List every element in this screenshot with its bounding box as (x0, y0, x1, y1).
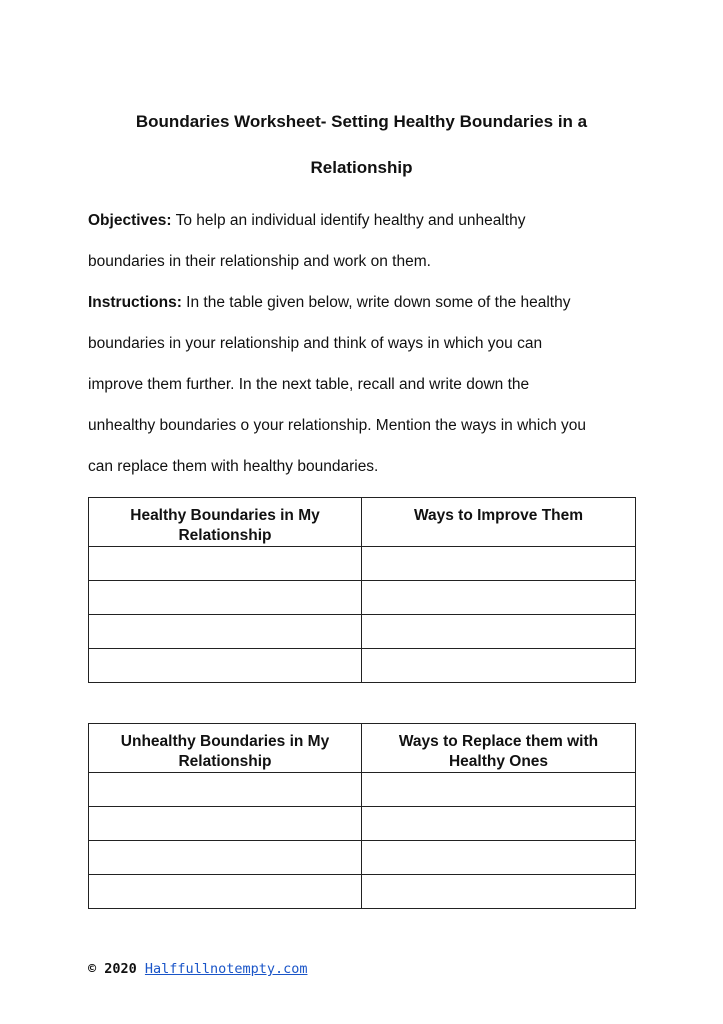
table-row (89, 581, 636, 615)
objectives-line-1 (88, 211, 648, 231)
instructions-line-3: improve them further. In the next table, recall and write down the (88, 376, 530, 393)
table-cell[interactable] (89, 615, 362, 649)
healthy-boundaries-table (88, 497, 636, 683)
table-row (89, 547, 636, 581)
table-cell[interactable] (362, 773, 636, 807)
instructions-line-2: boundaries in your relationship and think of ways in which you can (88, 335, 543, 352)
table-cell[interactable] (362, 841, 636, 875)
table-cell[interactable] (89, 875, 362, 909)
unhealthy-boundaries-header-text: Unhealthy Boundaries in My Relationship (120, 733, 330, 770)
instructions-label: Instructions: (88, 294, 182, 311)
table-cell[interactable] (362, 581, 636, 615)
unhealthy-boundaries-header (89, 724, 362, 773)
table-row (89, 649, 636, 683)
footer (88, 960, 307, 978)
ways-to-replace-header-text: Ways to Replace them with Healthy Ones (398, 733, 599, 770)
instructions-text-1: In the table given below, write down some of the healthy (181, 294, 571, 311)
table-row (89, 807, 636, 841)
table-header-row (89, 498, 636, 547)
table-row (89, 875, 636, 909)
instructions-line-5: can replace them with healthy boundaries. (88, 458, 379, 475)
table-cell[interactable] (362, 875, 636, 909)
table-row (89, 773, 636, 807)
objectives-label: Objectives: (88, 212, 172, 229)
copyright-text: © 2020 (88, 961, 137, 977)
healthy-boundaries-header (89, 498, 362, 547)
table-cell[interactable] (89, 581, 362, 615)
instructions-line-1 (88, 293, 648, 313)
website-link[interactable]: Halffullnotempty.com (144, 961, 308, 977)
unhealthy-boundaries-table (88, 723, 636, 909)
table-row (89, 841, 636, 875)
table-cell[interactable] (89, 807, 362, 841)
objectives-line-2: boundaries in their relationship and work on them. (88, 253, 431, 270)
instructions-line-4: unhealthy boundaries o your relationship. Mention the ways in which you (88, 417, 587, 434)
page-title-line-2: Relationship (310, 158, 413, 177)
objectives-text-1: To help an individual identify healthy and unhealthy (171, 212, 526, 229)
page-title-line-1: Boundaries Worksheet- Setting Healthy Boundaries in a (135, 112, 588, 131)
table-cell[interactable] (89, 841, 362, 875)
table-cell[interactable] (362, 547, 636, 581)
table-cell[interactable] (89, 773, 362, 807)
healthy-boundaries-header-text: Healthy Boundaries in My Relationship (130, 507, 320, 544)
ways-to-improve-header: Ways to Improve Them (362, 498, 636, 547)
table-header-row (89, 724, 636, 773)
table-cell[interactable] (89, 547, 362, 581)
table-row (89, 615, 636, 649)
ways-to-replace-header (362, 724, 636, 773)
table-cell[interactable] (362, 615, 636, 649)
table-cell[interactable] (362, 649, 636, 683)
table-cell[interactable] (362, 807, 636, 841)
table-cell[interactable] (89, 649, 362, 683)
